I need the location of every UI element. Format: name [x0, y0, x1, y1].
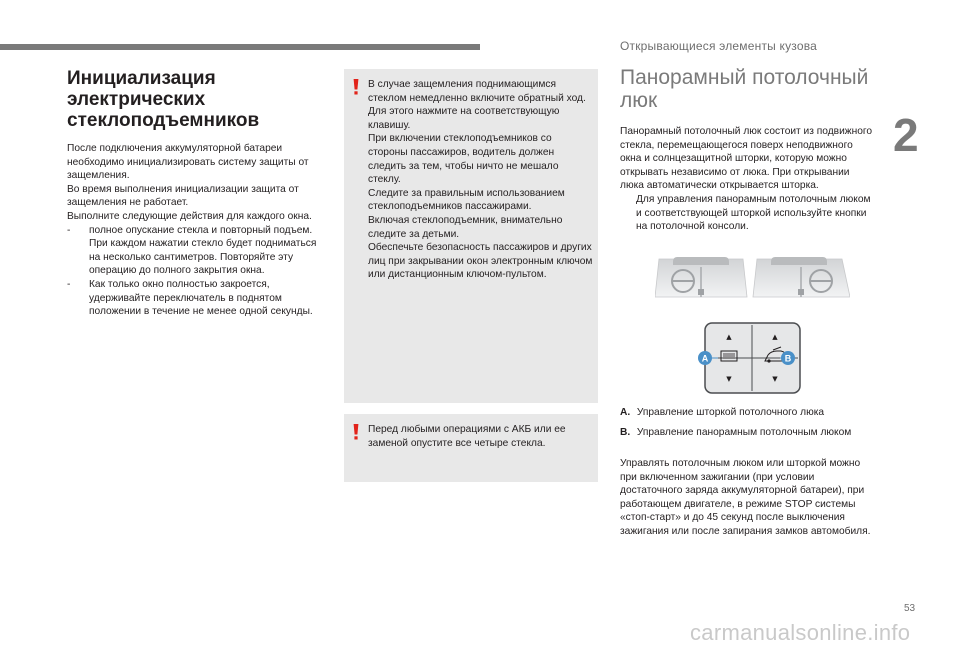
exclamation-icon	[353, 79, 359, 95]
list-item-text: полное опускание стекла и повторный подъем. При каждом нажатии стекло будет подниматься на несколько сантиметров. Повторяйте эту операцию до полного закрытия окна.	[89, 224, 317, 277]
roof-controls-illustration	[655, 255, 850, 400]
heading-panoramic-roof: Панорамный потолочный люк	[620, 66, 869, 112]
watermark-text: carmanualsonline.info	[690, 620, 911, 645]
list-item	[67, 224, 322, 278]
list-item-text: Для управления панорамным потолочным люком и соответствующей шторкой используйте кнопки на потолочной консоли.	[636, 193, 871, 233]
warning-box-anti-pinch	[344, 69, 598, 403]
svg-text:▼: ▼	[726, 375, 732, 383]
windscreen-view-right	[753, 257, 850, 297]
paragraph: Панорамный потолочный люк состоит из подвижного стекла, перемещающегося поверх неподвижного окна и солнцезащитной шторки, которую можно открывать независимо от люка. При открывании люка автоматически открывается шторка.	[620, 126, 873, 192]
roof-operation-conditions	[620, 457, 876, 539]
heading-window-init: Инициализация электрических стеклоподъемников	[67, 68, 260, 131]
callout-a-label: A	[701, 353, 709, 364]
panoramic-roof-body	[620, 125, 876, 234]
section-title: Открывающиеся элементы кузова	[620, 39, 818, 53]
header-rule	[0, 44, 480, 50]
callout-b-label: B	[784, 353, 792, 364]
exclamation-icon	[353, 424, 359, 440]
warning-line: При включении стеклоподъемников со стороны пассажиров, водитель должен следить за тем, чтобы ничто не мешало стеклу.	[368, 133, 559, 186]
svg-text:▲: ▲	[726, 333, 732, 341]
paragraph: Выполните следующие действия для каждого окна.	[67, 210, 312, 222]
arrow-bullet-icon	[620, 193, 636, 234]
legend-text: Управление шторкой потолочного люка	[636, 407, 825, 418]
warning-line: Следите за правильным использованием стеклоподъемников пассажирами.	[368, 187, 565, 213]
legend-text: Управление панорамным потолочным люком	[636, 427, 852, 438]
list-item	[67, 278, 322, 319]
legend-item-b	[620, 426, 876, 439]
dash-marker: -	[67, 224, 71, 236]
legend-key: A.	[620, 407, 631, 418]
paragraph: После подключения аккумуляторной батареи необходимо инициализировать систему защиты от защемления.	[67, 143, 309, 182]
paragraph: Управлять потолочным люком или шторкой можно при включенном зажигании (при условии достаточного заряда аккумуляторной батареи), при работающем двигателе, в режиме STOP системы «стоп-старт» и до 45 секунд после выключения зажигания или после запирания замков автомобиля.	[620, 458, 871, 537]
warning-line: Перед любыми операциями с АКБ или ее заменой опустите все четыре стекла.	[368, 424, 566, 449]
warning-line: Обеспечьте безопасность пассажиров и других лиц при закрывании окон электронным ключом или дистанционным ключом-пультом.	[368, 242, 593, 281]
legend-item-a	[620, 406, 876, 419]
warning-line: В случае защемления поднимающимся стеклом немедленно включите обратный ход. Для этого нажмите на соответствующую клавишу.	[368, 79, 586, 131]
list-item	[620, 193, 876, 234]
svg-text:▼: ▼	[772, 375, 778, 383]
svg-text:▲: ▲	[772, 333, 778, 341]
paragraph: Во время выполнения инициализации защита от защемления не работает.	[67, 183, 299, 209]
warning-box-battery	[344, 414, 598, 482]
dash-marker: -	[67, 278, 71, 290]
legend-key: B.	[620, 427, 631, 438]
warning-line: Включая стеклоподъемник, внимательно следите за детьми.	[368, 214, 563, 240]
list-item-text: Как только окно полностью закроется, удерживайте переключатель в поднятом положении в течение не менее одной секунды.	[89, 278, 313, 318]
windscreen-view-left	[655, 257, 747, 297]
window-init-body	[67, 142, 322, 319]
chapter-number: 2	[893, 109, 919, 161]
page-number: 53	[904, 603, 916, 614]
